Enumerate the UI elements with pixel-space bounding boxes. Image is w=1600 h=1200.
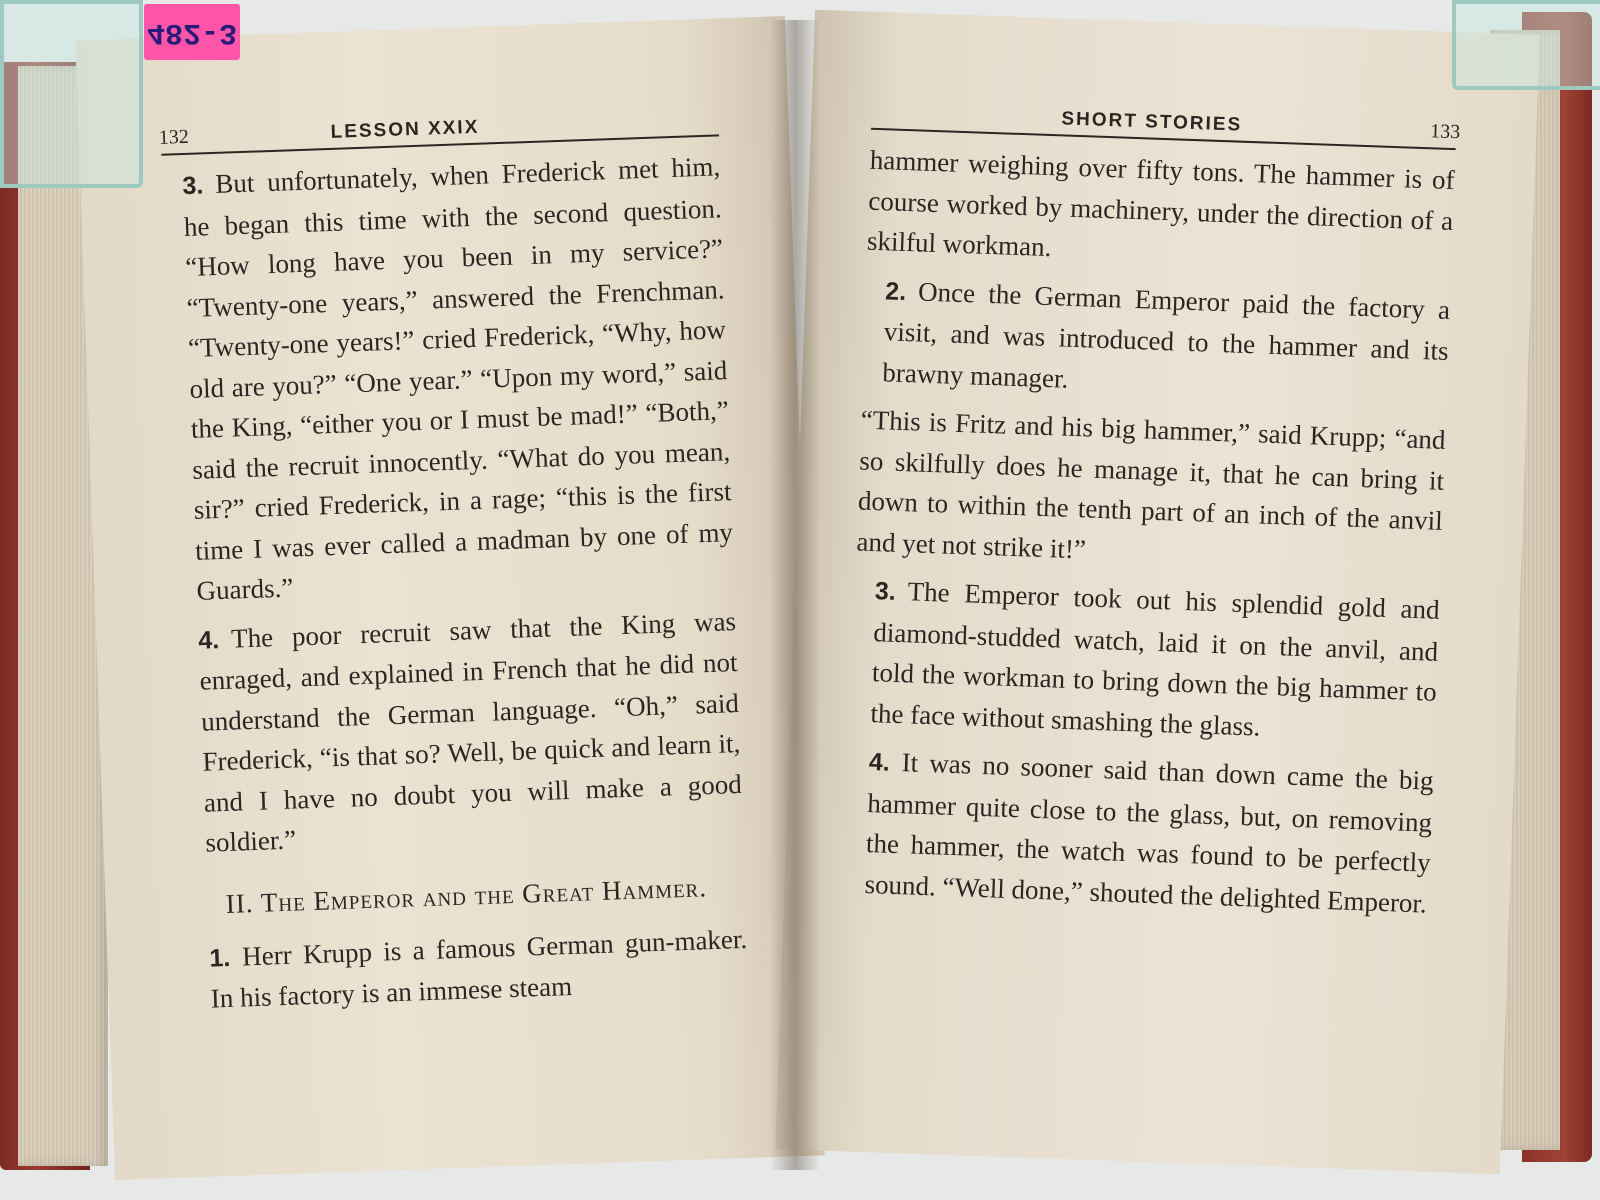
paragraph-text: Once the German Emperor paid the factory a visit, and was introduced to the hammer and its brawny manager. [881,275,1451,394]
glass-clip-right [1452,0,1600,90]
paragraph-number: 1. [208,943,231,973]
paragraph-number: 4. [197,625,220,655]
paragraph [850,569,1440,752]
paragraph-text: The Emperor took out his splendid gold and diamond-studded watch, laid it on the anvil, and told the workman to bring down the big hammer to the face without smashing the glass. [870,576,1441,742]
running-head-left [160,98,719,155]
library-sticker [144,4,240,60]
paragraph [862,269,1451,412]
paragraph-text: It was no sooner said than down came the big hammer quite close to the glass, but, on removing the hammer, the watch was found to be perfectly sound. “Well done,” shouted the delighted Emperor. [864,747,1435,919]
left-page-text [162,146,749,1019]
paragraph-text: “This is Fritz and his big hammer,” said Krupp; “and so skilfully does he manage it, that he can bring it down to within the tenth part of an inch of the anvil and yet not strike it!” [856,404,1447,564]
paragraph-number: 3. [874,577,897,606]
paragraph-text: But unfortunately, when Frederick met him, he began this time with the second question. “How long have you been in my service?” “Twenty-one years,” answered the Frenchman. “Twenty-one years!” cried Frederick, “Why, how old are you?” “One year.” “Upon my word,” said the King, “either you or I must be mad!” “Both,” said the recruit innocently. “What do you mean, sir?” cried Frederick, in a rage; “this is the first time I was ever called a madman by one of my Guards.” [183,151,734,606]
running-head-title-right: SHORT STORIES [1061,108,1243,136]
paragraph [856,400,1446,582]
paragraph [162,146,735,612]
paragraph-text: The poor recruit saw that the King was enraged, and explained in French that he did not understand the German language. “Oh,” said Frederick, “is that so? Well, be quick and learn it, and I have no doubt you will make a good soldier.” [199,605,743,858]
glass-clip-left [0,0,143,188]
paragraph-continuation: hammer weighing over fifty tons. The hammer is of course worked by machinery, under the direction of a skilful workman. [866,144,1456,263]
paragraph-number: 3. [181,171,204,201]
sticker-label: 482-3 [146,15,237,49]
paragraph-number: 4. [868,748,891,777]
paragraph-text: Herr Krupp is a famous German gun-maker. In his factory is an immese steam [210,923,748,1014]
left-page [75,16,824,1180]
running-head-title-left: LESSON XXIX [330,116,480,143]
page-number-right: 133 [1429,120,1461,144]
paragraph [178,601,744,864]
right-page [775,10,1539,1175]
section-title: II. The Emperor and the Great Hammer. [225,871,708,919]
paragraph [189,918,750,1019]
page-number-left: 132 [158,125,190,149]
paragraph [844,740,1434,923]
running-head-right [871,92,1461,150]
right-page-text [844,140,1455,924]
paragraph-number: 2. [884,276,907,306]
book-gutter [770,20,820,1170]
